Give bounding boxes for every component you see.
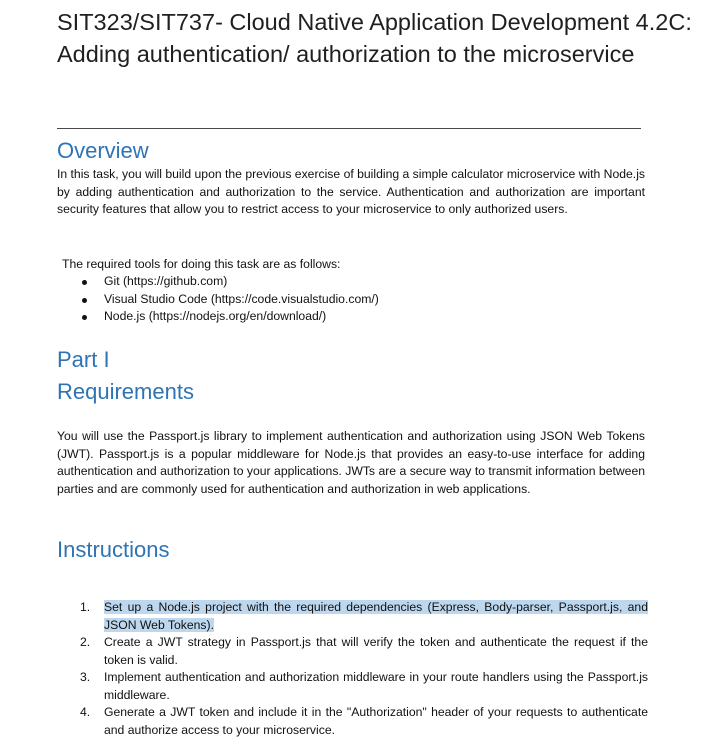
step-number: 1. (80, 600, 91, 614)
step-text: Implement authentication and authorization middleware in your route handlers using the Passport.js middleware. (104, 670, 648, 702)
part-heading: Part I (57, 347, 110, 372)
tools-intro: The required tools for doing this task are as follows: (62, 257, 341, 271)
requirements-heading: Requirements (57, 379, 194, 404)
bullet-icon (82, 315, 87, 320)
list-item (80, 599, 648, 634)
list-item (78, 273, 379, 291)
list-item (78, 308, 379, 326)
title-divider (57, 128, 641, 129)
list-item (80, 669, 648, 704)
bullet-icon (82, 280, 87, 285)
tool-vscode: Visual Studio Code (https://code.visualstudio.com/) (104, 291, 379, 306)
step-number: 2. (80, 635, 91, 649)
document-title: SIT323/SIT737- Cloud Native Application Development 4.2C: Adding authentication/ authorization to the microservice (57, 9, 692, 67)
tools-list (78, 273, 379, 326)
list-item (80, 634, 648, 669)
requirements-paragraph: You will use the Passport.js library to implement authentication and authorization using JSON Web Tokens (JWT). Passport.js is a popular middleware for Node.js that provides an easy-to-use interface for adding authentication and authorization to your applications. JWTs are a secure way to transmit information between parties and are commonly used for authentication and authorization in web applications. (57, 429, 645, 496)
tool-git: Git (https://github.com) (104, 274, 228, 288)
instructions-heading: Instructions (57, 537, 170, 562)
tool-nodejs: Node.js (https://nodejs.org/en/download/) (104, 309, 327, 324)
overview-heading: Overview (57, 138, 149, 163)
list-item (78, 291, 379, 309)
overview-paragraph: In this task, you will build upon the previous exercise of building a simple calculator microservice with Node.js by adding authentication and authorization to the service. Authentication and authorization are important security features that allow you to restrict access to your microservice to only authorized users. (57, 167, 645, 217)
step-text: Create a JWT strategy in Passport.js that will verify the token and authenticate the request if the token is valid. (104, 635, 648, 667)
instructions-list (80, 599, 648, 739)
list-item (80, 704, 648, 739)
step-text-highlighted: Set up a Node.js project with the required dependencies (Express, Body-parser, Passport.js, and JSON Web Tokens). (104, 600, 648, 632)
step-text: Generate a JWT token and include it in the "Authorization" header of your requests to authenticate and authorize access to your microservice. (104, 705, 648, 737)
step-number: 4. (80, 705, 91, 719)
bullet-icon (82, 298, 87, 303)
step-number: 3. (80, 670, 91, 684)
